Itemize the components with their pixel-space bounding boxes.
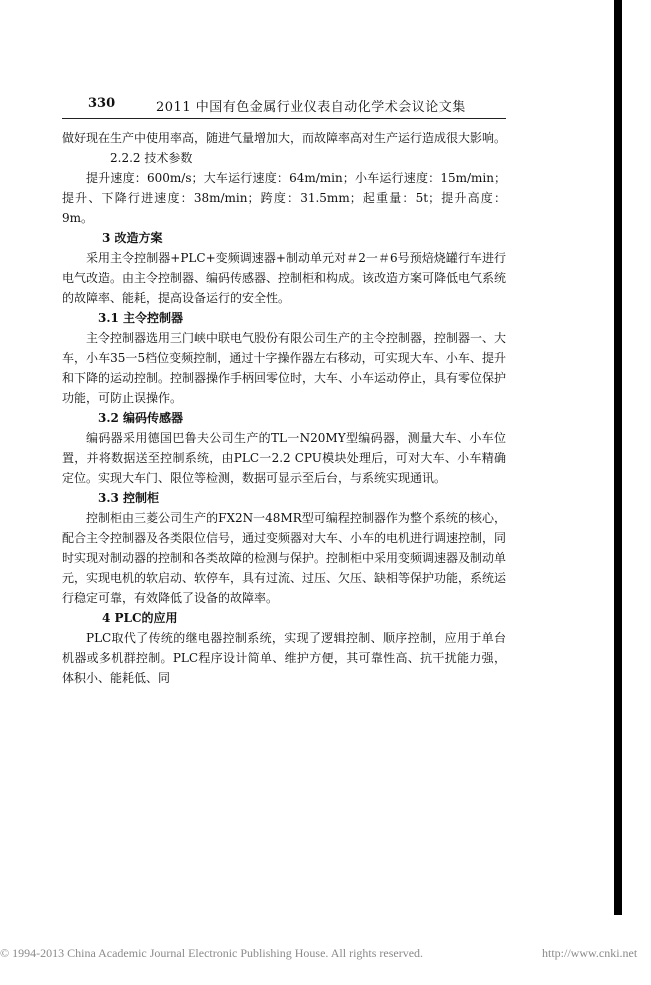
- section-heading-2-2-2: 2.2.2 技术参数: [110, 151, 193, 165]
- section-heading-3-2: 3.2 编码传感器: [98, 411, 184, 425]
- proceedings-title: 2011 中国有色金属行业仪表自动化学术会议论文集: [156, 100, 466, 115]
- body-paragraph: 主令控制器选用三门峡中联电气股份有限公司生产的主令控制器，控制器一、大车，小车35一5档位变频控制，通过十字操作器左右移动，可实现大车、小车、提升和下降的运动控制。控制器操作手柄回零位时，大车、小车运动停止，具有零位保护功能，可防止误操作。: [62, 331, 507, 405]
- section-heading-3: 3 改造方案: [102, 231, 163, 245]
- footer: [0, 946, 651, 962]
- page-number: 330: [88, 96, 116, 111]
- article-body: [62, 128, 506, 688]
- body-paragraph: 提升速度：600m/s；大车运行速度：64m/min；小车运行速度：15m/min；提升、下降行进速度：38m/min；跨度：31.5mm；起重量：5t；提升高度：9m。: [62, 171, 506, 225]
- copyright-notice: © 1994-2013 China Academic Journal Electronic Publishing House. All rights reserved.: [0, 946, 424, 960]
- running-header: [88, 96, 478, 116]
- body-paragraph: 采用主令控制器+PLC+变频调速器+制动单元对＃2一＃6号预焙烧罐行车进行电气改造。由主令控制器、编码传感器、控制柜和构成。该改造方案可降低电气系统的故障率、能耗，提高设备运行的安全性。: [62, 251, 507, 305]
- body-paragraph: PLC取代了传统的继电器控制系统，实现了逻辑控制、顺序控制，应用于单台机器或多机群控制。PLC程序设计简单、维护方便，其可靠性高、抗干扰能力强，体积小、能耗低、同: [62, 631, 506, 685]
- header-rule: [62, 118, 506, 119]
- body-paragraph: 控制柜由三菱公司生产的FX2N一48MR型可编程控制器作为整个系统的核心，配合主令控制器及各类限位信号，通过变频器对大车、小车的电机进行调速控制，同时实现对制动器的控制和各类故障的检测与保护。控制柜中采用变频调速器及制动单元，实现电机的软启动、软停车，具有过流、过压、欠压、缺相等保护功能，系统运行稳定可靠，有效降低了设备的故障率。: [62, 511, 507, 605]
- section-heading-3-3: 3.3 控制柜: [98, 491, 160, 505]
- section-heading-3-1: 3.1 主令控制器: [98, 311, 184, 325]
- body-paragraph: 编码器采用德国巴鲁夫公司生产的TL一N20MY型编码器，测量大车、小车位置，并将数据送至控制系统，由PLC一2.2 CPU模块处理后，可对大车、小车精确定位。实现大车门、限位等检测，数据可显示至后台，与系统实现通讯。: [62, 431, 506, 485]
- page-edge-bar: [614, 0, 622, 915]
- section-heading-4: 4 PLC的应用: [102, 611, 178, 625]
- footer-url: http://www.cnki.net: [542, 946, 638, 960]
- body-paragraph: 做好现在生产中使用率高，随进气量增加大，而故障率高对生产运行造成很大影响。: [62, 131, 507, 145]
